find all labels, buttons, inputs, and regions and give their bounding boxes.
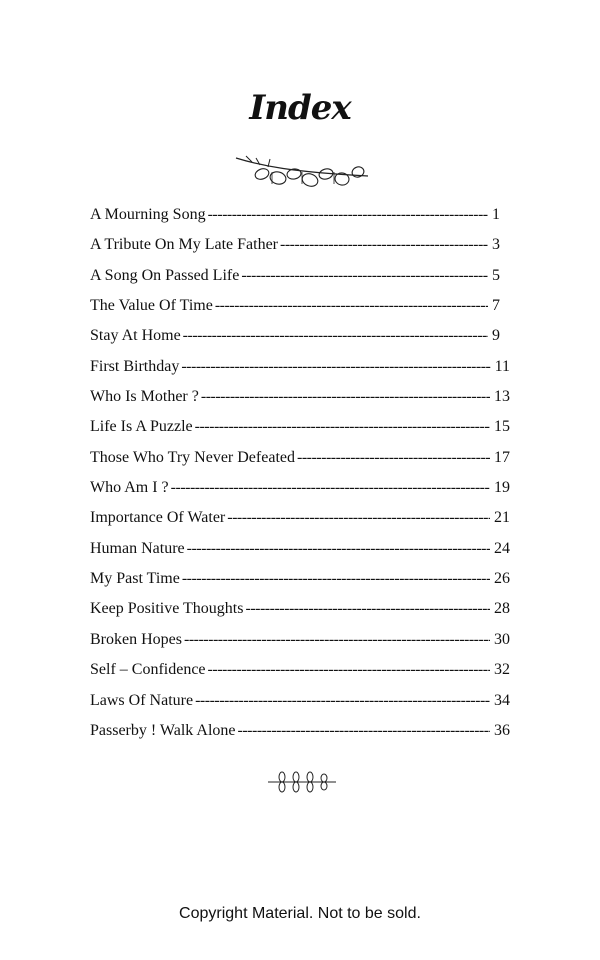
dot-leader (208, 200, 488, 230)
index-entry (90, 261, 510, 291)
entry-title: The Value Of Time (90, 297, 213, 315)
index-entry (90, 291, 510, 321)
dot-leader (215, 291, 488, 321)
dot-leader (184, 625, 490, 655)
small-floral-sprig-icon (266, 768, 338, 796)
index-entry (90, 382, 510, 412)
entry-page-number: 30 (494, 630, 510, 648)
index-entry (90, 230, 510, 260)
dot-leader (227, 503, 490, 533)
dot-leader (187, 534, 490, 564)
entry-title: Broken Hopes (90, 630, 182, 648)
index-entry (90, 594, 510, 624)
entry-title: Who Am I ? (90, 479, 169, 497)
dot-leader (208, 655, 490, 685)
entry-page-number: 24 (494, 539, 510, 557)
entry-page-number: 19 (494, 479, 510, 497)
entry-page-number: 34 (494, 691, 510, 709)
dot-leader (241, 261, 488, 291)
entry-title: A Song On Passed Life (90, 266, 240, 284)
index-entry (90, 534, 510, 564)
entry-title: A Tribute On My Late Father (90, 236, 278, 254)
dot-leader (195, 412, 490, 442)
entry-page-number: 3 (492, 236, 500, 254)
entry-title: Importance Of Water (90, 509, 226, 527)
entry-page-number: 36 (494, 721, 510, 739)
index-entry (90, 352, 510, 382)
dot-leader (182, 564, 490, 594)
index-entry (90, 412, 510, 442)
entry-page-number: 21 (494, 509, 510, 527)
entry-page-number: 15 (494, 418, 510, 436)
entry-page-number: 11 (494, 357, 510, 375)
dot-leader (280, 230, 488, 260)
dot-leader (238, 716, 490, 746)
dot-leader (201, 382, 490, 412)
entry-page-number: 13 (494, 388, 510, 406)
index-list (90, 200, 510, 746)
entry-page-number: 7 (492, 297, 500, 315)
index-entry (90, 625, 510, 655)
entry-title: Those Who Try Never Defeated (90, 448, 295, 466)
entry-title: A Mourning Song (90, 206, 206, 223)
index-entry (90, 686, 510, 716)
entry-page-number: 26 (494, 570, 510, 588)
dot-leader (171, 473, 490, 503)
dot-leader (183, 321, 488, 351)
page-title: Index (249, 88, 351, 128)
entry-page-number: 32 (494, 661, 510, 679)
index-entry (90, 655, 510, 685)
entry-title: Who Is Mother ? (90, 388, 199, 406)
copyright-footer: Copyright Material. Not to be sold. (179, 905, 421, 922)
entry-title: Keep Positive Thoughts (90, 600, 244, 618)
entry-title: First Birthday (90, 357, 180, 375)
index-entry (90, 200, 510, 230)
entry-title: Human Nature (90, 539, 185, 557)
index-entry (90, 443, 510, 473)
index-entry (90, 564, 510, 594)
entry-page-number: 5 (492, 266, 500, 284)
dot-leader (245, 594, 490, 624)
entry-title: My Past Time (90, 570, 180, 588)
index-entry (90, 321, 510, 351)
floral-branch-icon (232, 152, 372, 192)
index-entry (90, 716, 510, 746)
entry-title: Self – Confidence (90, 661, 206, 679)
dot-leader (195, 686, 490, 716)
entry-title: Passerby ! Walk Alone (90, 721, 236, 739)
index-entry (90, 503, 510, 533)
entry-page-number: 9 (492, 327, 500, 345)
entry-title: Laws Of Nature (90, 691, 194, 709)
entry-page-number: 1 (492, 206, 500, 223)
entry-page-number: 28 (494, 600, 510, 618)
index-entry (90, 473, 510, 503)
entry-title: Life Is A Puzzle (90, 418, 193, 436)
entry-page-number: 17 (494, 448, 510, 466)
dot-leader (297, 443, 490, 473)
dot-leader (181, 352, 490, 382)
entry-title: Stay At Home (90, 327, 181, 345)
